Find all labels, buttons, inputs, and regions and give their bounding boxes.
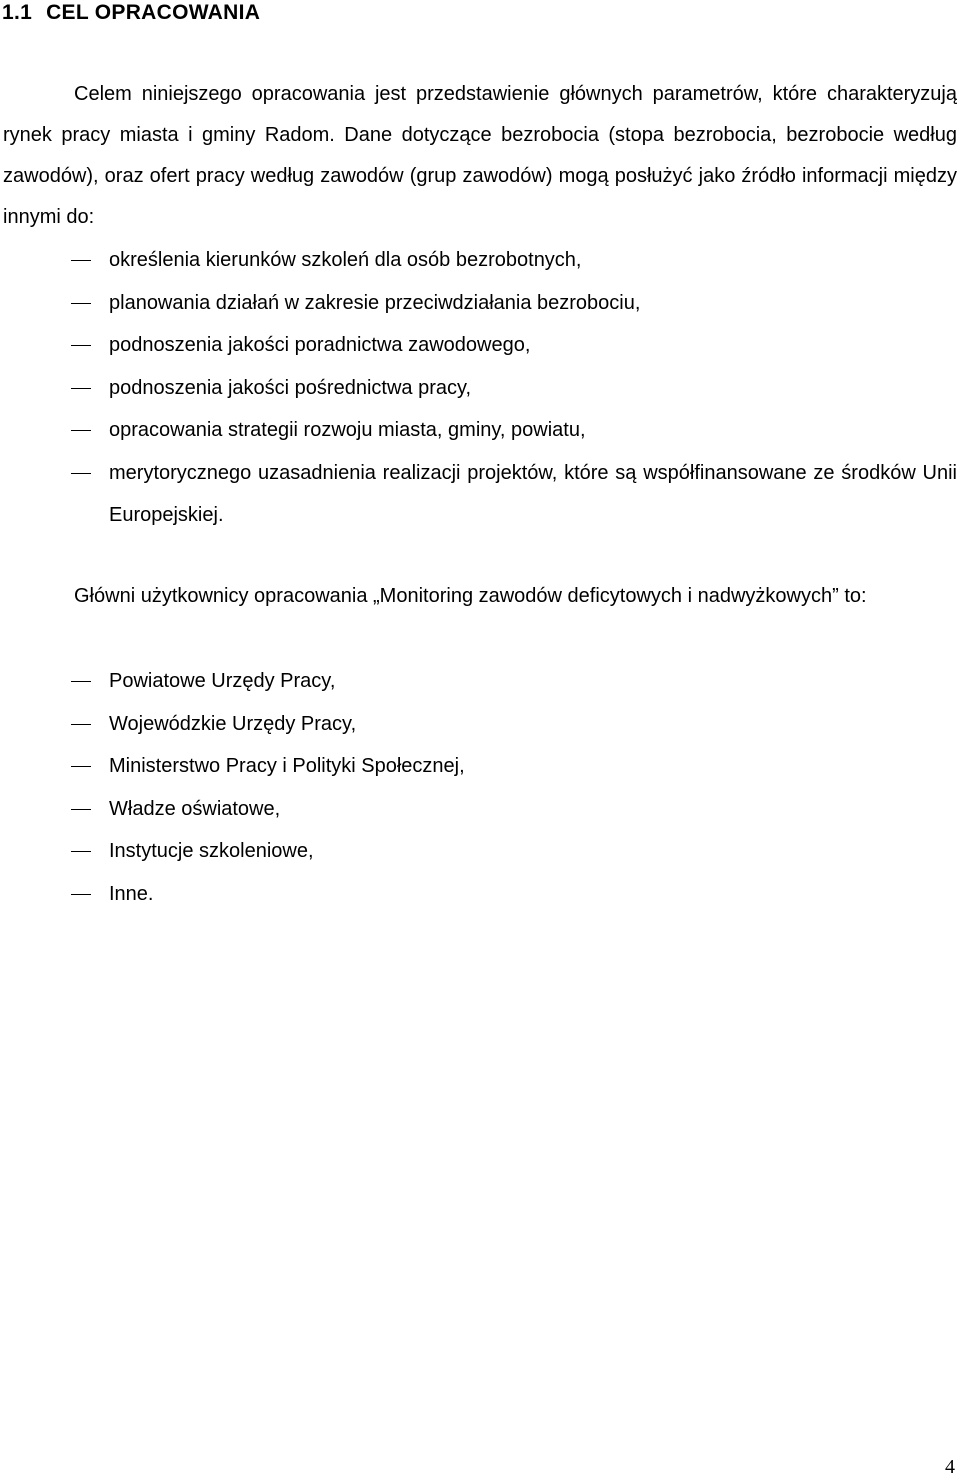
section-title: CEL OPRACOWANIA — [46, 1, 261, 24]
dash-bullet-icon — [71, 388, 91, 389]
list-item: planowania działań w zakresie przeciwdziałania bezrobociu, — [0, 282, 957, 325]
intro-paragraph: Celem niniejszego opracowania jest przedstawienie głównych parametrów, które charakteryzują rynek pracy miasta i gminy Radom. Dane dotyczące bezrobocia (stopa bezrobocia, bezrobocie według zawodów), oraz ofert pracy według zawodów (grup zawodów) mogą posłużyć jako źródło informacji między innymi do: — [3, 83, 957, 228]
purpose-list — [0, 239, 957, 537]
dash-bullet-icon — [71, 809, 91, 810]
page-number: 4 — [945, 1456, 955, 1478]
list-item: Ministerstwo Pracy i Polityki Społecznej, — [0, 745, 957, 788]
dash-bullet-icon — [71, 430, 91, 431]
dash-bullet-icon — [71, 766, 91, 767]
list-item: Władze oświatowe, — [0, 788, 957, 831]
list-item: określenia kierunków szkoleń dla osób bezrobotnych, — [0, 239, 957, 282]
list-item: Wojewódzkie Urzędy Pracy, — [0, 703, 957, 746]
list-item: podnoszenia jakości poradnictwa zawodowego, — [0, 324, 957, 367]
dash-bullet-icon — [71, 894, 91, 895]
list-item: opracowania strategii rozwoju miasta, gminy, powiatu, — [0, 409, 957, 452]
dash-bullet-icon — [71, 724, 91, 725]
dash-bullet-icon — [71, 345, 91, 346]
users-paragraph: Główni użytkownicy opracowania „Monitoring zawodów deficytowych i nadwyżkowych” to: — [74, 585, 867, 607]
list-item: Inne. — [0, 873, 957, 916]
dash-bullet-icon — [71, 303, 91, 304]
dash-bullet-icon — [71, 851, 91, 852]
section-number: 1.1 — [2, 1, 33, 24]
section-heading — [2, 0, 260, 26]
list-item: Powiatowe Urzędy Pracy, — [0, 660, 957, 703]
list-item: podnoszenia jakości pośrednictwa pracy, — [0, 367, 957, 410]
list-item: Instytucje szkoleniowe, — [0, 830, 957, 873]
list-item: merytorycznego uzasadnienia realizacji projektów, które są współfinansowane ze środków Unii Europejskiej. — [0, 452, 957, 537]
dash-bullet-icon — [71, 473, 91, 474]
dash-bullet-icon — [71, 681, 91, 682]
users-list — [0, 660, 957, 915]
dash-bullet-icon — [71, 260, 91, 261]
